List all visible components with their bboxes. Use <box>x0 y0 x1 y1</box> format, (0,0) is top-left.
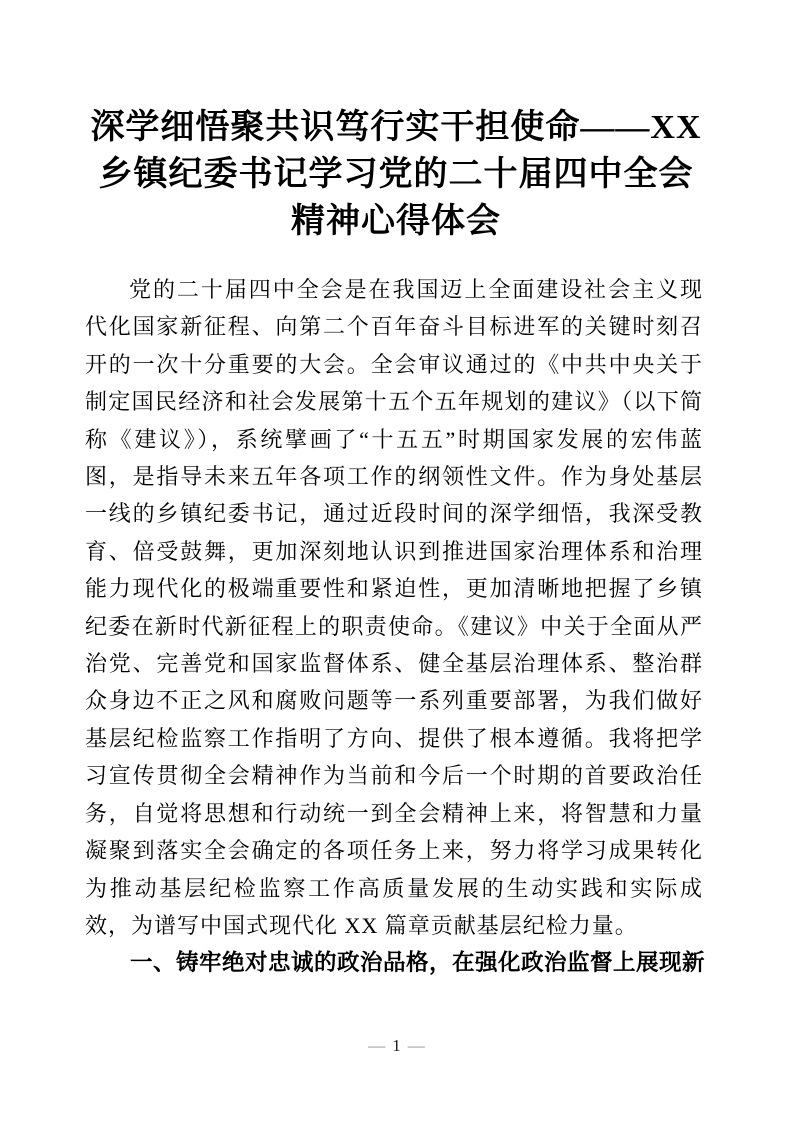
page-number: 1 <box>392 1036 401 1055</box>
footer-dash-right: — <box>407 1036 425 1055</box>
body-paragraph: 党的二十届四中全会是在我国迈上全面建设社会主义现代化国家新征程、向第二个百年奋斗目标进军的关键时刻召开的一次十分重要的大会。全会审议通过的《中共中央关于制定国民经济和社会发展第十五个五年规划的建议》（以下简称《建议》），系统擘画了“十五五”时期国家发展的宏伟蓝图，是指导未来五年各项工作的纲领性文件。作为身处基层一线的乡镇纪委书记，通过近段时间的深学细悟，我深受教育、倍受鼓舞，更加深刻地认识到推进国家治理体系和治理能力现代化的极端重要性和紧迫性，更加清晰地把握了乡镇纪委在新时代新征程上的职责使命。《建议》中关于全面从严治党、完善党和国家监督体系、健全基层治理体系、整治群众身边不正之风和腐败问题等一系列重要部署，为我们做好基层纪检监察工作指明了方向、提供了根本遵循。我将把学习宣传贯彻全会精神作为当前和今后一个时期的首要政治任务，自觉将思想和行动统一到全会精神上来，将智慧和力量凝聚到落实全会确定的各项任务上来，努力将学习成果转化为推动基层纪检监察工作高质量发展的生动实践和实际成效，为谱写中国式现代化 XX 篇章贡献基层纪检力量。 <box>85 277 703 938</box>
document-title: 深学细悟聚共识笃行实干担使命——XX乡镇纪委书记学习党的二十届四中全会精神心得体会 <box>90 109 702 240</box>
footer-dash-left: — <box>368 1036 386 1055</box>
document-body <box>85 271 706 982</box>
page-footer <box>0 1036 793 1056</box>
section-heading: 一、铸牢绝对忠诚的政治品格，在强化政治监督上展现新 <box>130 950 706 976</box>
